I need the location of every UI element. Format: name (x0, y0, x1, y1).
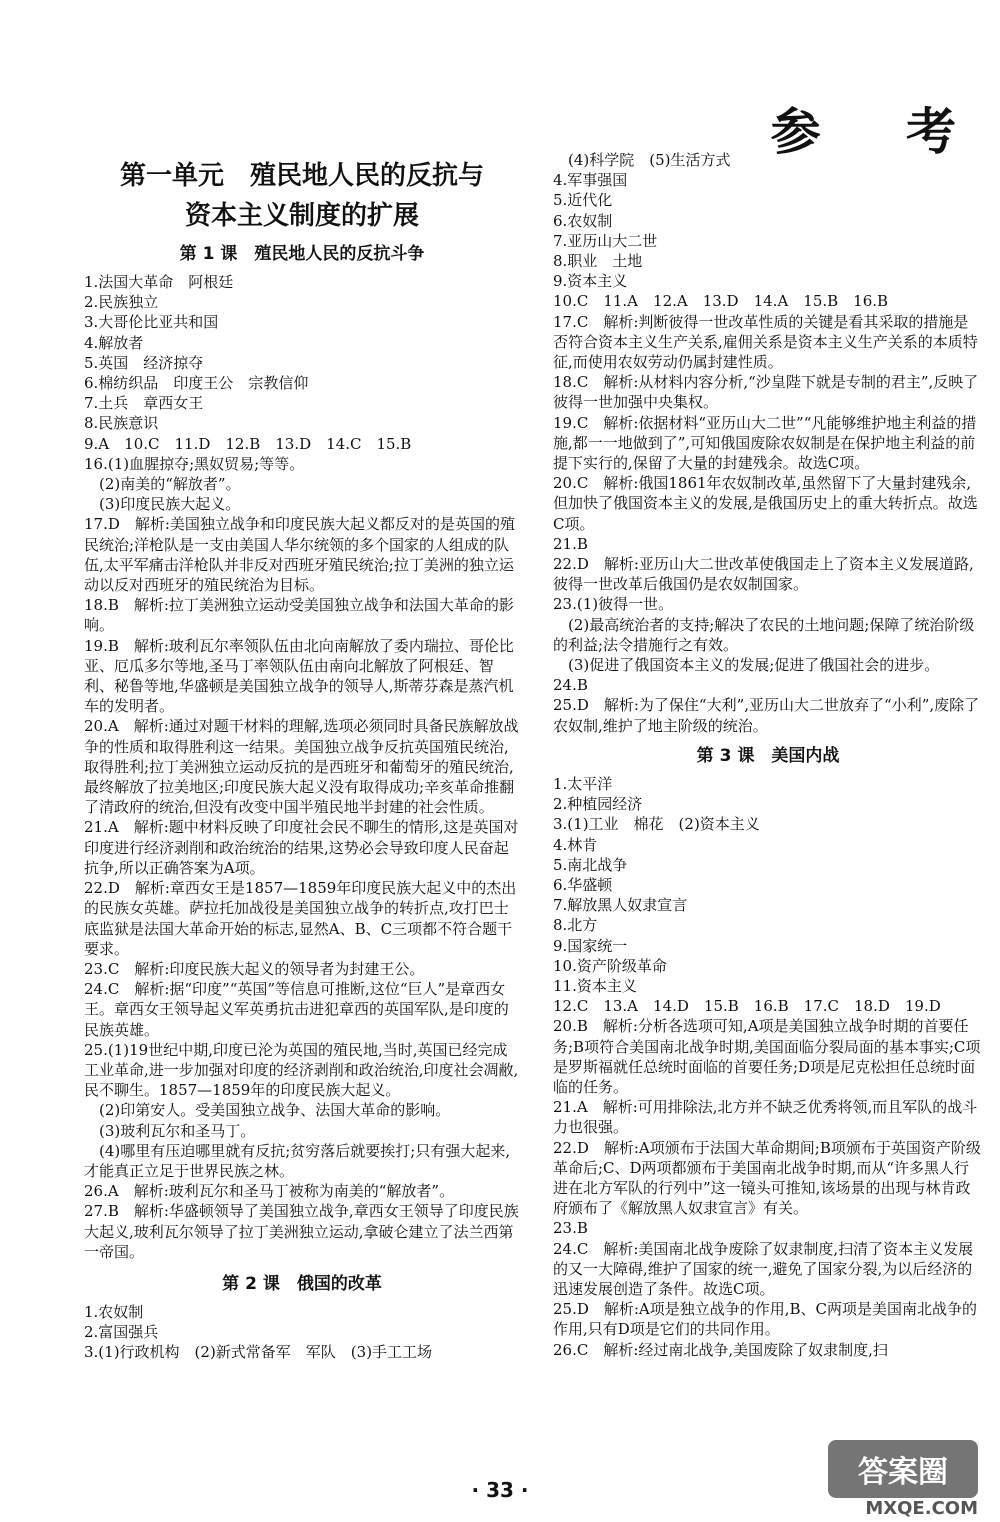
answer-line: 8.职业 土地 (553, 252, 643, 271)
answer-line: 20.C 解析:俄国1861年农奴制改革,虽然留下了大量封建残余,但加快了俄国资本主义的发展,是俄国历史上的重大转折点。故选C项。 (553, 474, 978, 533)
answer-line: 5.南北战争 (553, 855, 628, 874)
answer-line: 2.民族独立 (84, 293, 159, 312)
answer-line: 23.(1)彼得一世。 (553, 595, 674, 614)
answer-line: 6.棉纺织品 印度王公 宗教信仰 (84, 374, 309, 393)
answer-line: (2)印第安人。受美国独立战争、法国大革命的影响。 (84, 1101, 451, 1120)
answer-line: 10.资产阶级革命 (553, 956, 667, 975)
answer-line: 22.D 解析:A项颁布于法国大革命期间;B项颁布于英国资产阶级革命后;C、D两项都颁布于美国南北战争时期,而从“许多黑人行进在北方军队的行列中”这一镜头可推知,该场景的出现与林肯政府颁布了《解放黑人奴隶宣言》有关。 (553, 1138, 981, 1218)
answer-line: 18.B 解析:拉丁美洲独立运动受美国独立战争和法国大革命的影响。 (84, 596, 514, 635)
left-column (84, 150, 520, 1363)
answer-line: 23.C 解析:印度民族大起义的领导者为封建王公。 (84, 959, 425, 978)
answer-line: 20.A 解析:通过对题干材料的理解,选项必须同时具备民族解放战争的性质和取得胜利这一结果。美国独立战争反抗英国殖民统治,取得胜利;拉丁美洲独立运动反抗的是西班牙和葡萄牙的殖民统治,最终解放了拉美地区;印度民族大起义没有取得成功;辛亥革命推翻了清政府的统治,但没有改变中国半殖民地半封建的社会性质。 (84, 717, 519, 817)
answer-line: 9.国家统一 (553, 936, 628, 955)
lesson-2-answers (84, 1302, 520, 1363)
answer-line: 21.B (553, 534, 588, 553)
answer-line: 4.林肯 (553, 835, 598, 854)
answer-line: 5.近代化 (553, 191, 613, 210)
answer-line: 10.C 11.A 12.A 13.D 14.A 15.B 16.B (553, 292, 889, 311)
lesson-2-answers-continued (553, 150, 983, 736)
watermark-logo: 答案圈 (828, 1440, 978, 1498)
answer-line: 17.C 解析:判断彼得一世改革性质的关键是看其采取的措施是否符合资本主义生产关系,雇佣关系是资本主义生产关系的本质特征,而使用农奴劳动仍属封建性质。 (553, 312, 978, 372)
answer-line: 25.(1)19世纪中期,印度已沦为英国的殖民地,当时,英国已经完成工业革命,进一步加强对印度的经济剥削和政治统治,印度社会凋敝,民不聊生。1857—1859年的印度民族大起义。 (84, 1040, 519, 1100)
answer-line: 22.D 解析:亚历山大二世改革使俄国走上了资本主义发展道路,彼得一世改革后俄国仍是农奴制国家。 (553, 555, 974, 594)
answer-line: 8.民族意识 (84, 414, 159, 433)
answer-line: 1.法国大革命 阿根廷 (84, 273, 234, 291)
corner-title: 参 考 (770, 103, 990, 161)
answer-line: 17.D 解析:美国独立战争和印度民族大起义都反对的是英国的殖民统治;洋枪队是一支由美国人华尔统领的多个国家的人组成的队伍,太平军痛击洋枪队并非反对西班牙殖民统治;拉丁美洲的独立运动以反对西班牙的殖民统治为目标。 (84, 515, 515, 595)
page-number: · 33 · (471, 1478, 529, 1502)
answer-line: 7.土兵 章西女王 (84, 394, 204, 413)
answer-line: 19.B 解析:玻利瓦尔率领队伍由北向南解放了委内瑞拉、哥伦比亚、厄瓜多尔等地,圣马丁率领队伍由南向北解放了阿根廷、智利、秘鲁等地,华盛顿是美国独立战争的领导人,斯蒂芬森是蒸汽机车的发明者。 (84, 636, 514, 716)
answer-line: 6.华盛顿 (553, 875, 613, 894)
lesson-2-title: 第 2 课 俄国的改革 (222, 1273, 382, 1294)
lesson-1-title: 第 1 课 殖民地人民的反抗斗争 (179, 244, 425, 264)
answer-line: (3)促进了俄国资本主义的发展;促进了俄国社会的进步。 (553, 656, 940, 675)
answer-line: 16.(1)血腥掠夺;黑奴贸易;等等。 (84, 454, 305, 473)
unit-title-line2: 资本主义制度的扩展 (184, 201, 419, 231)
answer-line: 5.英国 经济掠夺 (84, 353, 204, 372)
lesson-3-answers (553, 774, 983, 1360)
answer-line: 4.军事强国 (553, 171, 628, 190)
answer-line: (2)南美的“解放者”。 (84, 475, 241, 494)
answer-line: 1.太平洋 (553, 774, 613, 793)
answer-line: (3)玻利瓦尔和圣马丁。 (84, 1121, 256, 1140)
answer-line: 26.C 解析:经过南北战争,美国废除了奴隶制度,扫 (553, 1340, 888, 1359)
answer-line: 11.资本主义 (553, 976, 637, 995)
unit-title-line1: 第一单元 殖民地人民的反抗与 (119, 161, 484, 191)
answer-line: 20.B 解析:分析各选项可知,A项是美国独立战争时期的首要任务;B项符合美国南北战争时期,美国面临分裂局面的基本事实;C项是罗斯福就任总统时面临的首要任务;D项是尼克松担任总统时面临的任务。 (553, 1017, 981, 1096)
answer-line: 8.北方 (553, 916, 598, 935)
answer-line: 24.B (553, 676, 588, 695)
answer-line: 9.资本主义 (553, 272, 628, 291)
answer-line: 24.C 解析:美国南北战争废除了奴隶制度,扫清了资本主义发展的又一大障碍,维护了国家的统一,避免了国家分裂,为以后经济的迅速发展创造了条件。故选C项。 (553, 1239, 974, 1298)
answer-line: (2)最高统治者的支持;解决了农民的土地问题;保障了统治阶级的利益;法令措施行之有效。 (553, 615, 975, 654)
answer-line: 23.B (553, 1219, 588, 1238)
answer-line: 27.B 解析:华盛顿领导了美国独立战争,章西女王领导了印度民族大起义,玻利瓦尔领导了拉丁美洲独立运动,拿破仑建立了法兰西第一帝国。 (84, 1202, 519, 1261)
answer-line: 25.D 解析:为了保住“大利”,亚历山大二世放弃了“小利”,废除了农奴制,维护了地主阶级的统治。 (553, 696, 980, 735)
answer-line: (4)科学院 (5)生活方式 (553, 151, 731, 169)
answer-line: 3.(1)工业 棉花 (2)资本主义 (553, 815, 760, 834)
answer-line: 12.C 13.A 14.D 15.B 16.B 17.C 18.D 19.D (553, 997, 941, 1016)
lesson-3-title: 第 3 课 美国内战 (696, 745, 840, 766)
watermark-url: MXQE.COM (865, 1498, 978, 1519)
answer-line: 24.C 解析:据“印度”“英国”等信息可推断,这位“巨人”是章西女王。章西女王领导起义军英勇抗击进犯章西的英国军队,是印度的民族英雄。 (84, 980, 509, 1039)
answer-line: 9.A 10.C 11.D 12.B 13.D 14.C 15.B (84, 434, 412, 453)
answer-line: 26.A 解析:玻利瓦尔和圣马丁被称为南美的“解放者”。 (84, 1182, 455, 1201)
answer-line: 25.D 解析:A项是独立战争的作用,B、C两项是美国南北战争的作用,只有D项是它们的共同作用。 (553, 1300, 978, 1339)
answer-line: 2.富国强兵 (84, 1323, 159, 1342)
lesson-1-answers (84, 272, 520, 1262)
answer-line: (3)印度民族大起义。 (84, 495, 241, 514)
answer-line: 6.农奴制 (553, 211, 613, 230)
answer-line: 7.解放黑人奴隶宣言 (553, 896, 688, 915)
answer-line: 21.A 解析:可用排除法,北方并不缺乏优秀将领,而且军队的战斗力也很强。 (553, 1098, 978, 1137)
answer-line: (4)哪里有压迫哪里就有反抗;贫穷落后就要挨打;只有强大起来,才能真正立足于世界民族之林。 (84, 1141, 511, 1180)
answer-line: 7.亚历山大二世 (553, 231, 658, 250)
answer-line: 3.大哥伦比亚共和国 (84, 313, 219, 332)
answer-line: 19.C 解析:依据材料“亚历山大二世”“凡能够维护地主利益的措施,都一一地做到了”,可知俄国废除农奴制是在保护地主利益的前提下实行的,保留了大量的封建残余。故选C项。 (553, 413, 977, 473)
answer-line: 3.(1)行政机构 (2)新式常备军 军队 (3)手工工场 (84, 1343, 433, 1362)
right-column (553, 150, 983, 1360)
answer-line: 22.D 解析:章西女王是1857—1859年印度民族大起义中的杰出的民族女英雄。萨拉托加战役是美国独立战争的转折点,攻打巴士底监狱是法国大革命开始的标志,显然A、B、C三项都不符合题干要求。 (84, 879, 517, 958)
answer-line: 21.A 解析:题中材料反映了印度社会民不聊生的情形,这是英国对印度进行经济剥削和政治统治的结果,这势必会导致印度人民奋起抗争,所以正确答案为A项。 (84, 818, 519, 877)
answer-line: 4.解放者 (84, 333, 144, 352)
answer-line: 2.种植园经济 (553, 795, 643, 814)
answer-line: 1.农奴制 (84, 1302, 144, 1321)
answer-line: 18.C 解析:从材料内容分析,“沙皇陛下就是专制的君主”,反映了彼得一世加强中央集权。 (553, 373, 979, 412)
unit-title (84, 156, 520, 236)
